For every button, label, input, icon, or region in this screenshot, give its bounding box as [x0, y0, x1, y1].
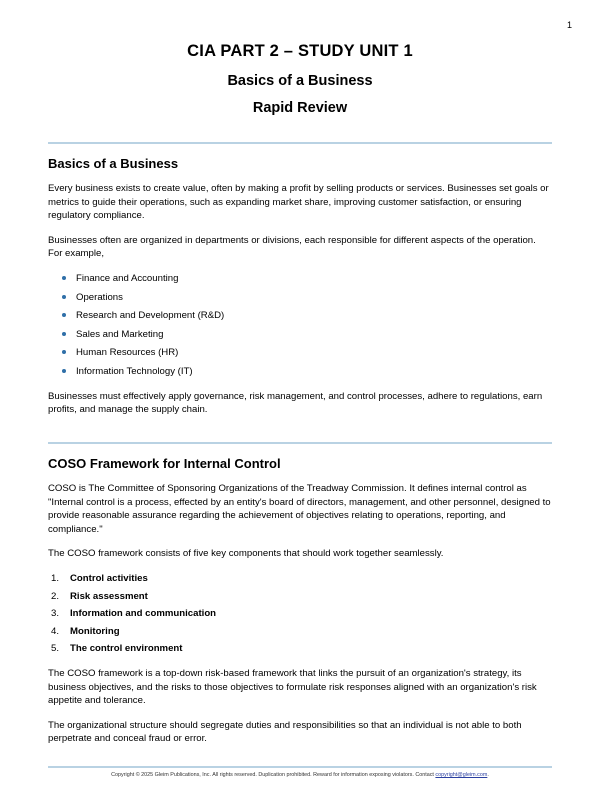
- section-heading-basics: Basics of a Business: [48, 156, 179, 171]
- page-number: 1: [566, 20, 572, 30]
- list-item: Information and communication: [70, 608, 217, 620]
- section-heading-coso: COSO Framework for Internal Control: [48, 455, 281, 471]
- list-item: Monitoring: [70, 625, 120, 637]
- section-1-paragraph-2: Businesses often are organized in departments or divisions, each responsible for different aspects of the operation. For example,: [48, 234, 536, 260]
- list-item: Human Resources (HR): [62, 346, 552, 360]
- section-divider-1: [48, 142, 552, 144]
- list-item: Control activities: [70, 572, 148, 584]
- coso-components-list: [48, 572, 552, 656]
- footer-tail: .: [487, 772, 489, 778]
- department-list: [48, 272, 552, 379]
- list-item: Risk assessment: [70, 590, 148, 602]
- section-1-paragraph-3: Businesses must effectively apply governance, risk management, and control processes, adhere to regulations, earn profits, and manage the supply chain.: [48, 390, 543, 416]
- document-title-block: [48, 42, 552, 116]
- title-line-2: Basics of a Business: [227, 73, 373, 89]
- list-item: The control environment: [70, 643, 183, 655]
- page-footer: [0, 766, 600, 778]
- list-item: Information Technology (IT): [62, 365, 552, 379]
- section-2-paragraph-3: The COSO framework is a top-down risk-based framework that links the pursuit of an organization's strategy, its business objectives, and the risks to those objectives to formulate risk responses aligned with an organization's risk appetite and tolerance.: [48, 668, 537, 707]
- copyright-email-link[interactable]: copyright@gleim.com: [435, 772, 488, 778]
- section-2-paragraph-2: The COSO framework consists of five key components that should work together seamlessly.: [48, 548, 444, 560]
- title-line-3: Rapid Review: [252, 100, 348, 116]
- section-divider-2: [48, 442, 552, 444]
- list-item: Sales and Marketing: [62, 328, 552, 342]
- list-item: Research and Development (R&D): [62, 309, 552, 323]
- section-2-paragraph-1: COSO is The Committee of Sponsoring Organizations of the Treadway Commission. It defines internal control as "Internal control is a process, effected by an entity's board of directors, management, and other personnel, designed to provide reasonable assurance regarding the achievement of objectives relating to operations, reporting, and compliance.": [48, 482, 551, 535]
- section-spacer: [48, 428, 552, 442]
- list-item: Finance and Accounting: [62, 272, 552, 286]
- title-line-1: CIA PART 2 – STUDY UNIT 1: [187, 42, 413, 60]
- footer-divider: [48, 766, 552, 768]
- list-item: Operations: [62, 291, 552, 305]
- section-2-paragraph-4: The organizational structure should segregate duties and responsibilities so that an individual is not able to both perpetrate and conceal fraud or error.: [48, 719, 522, 745]
- footer-text: Copyright © 2025 Gleim Publications, Inc. All rights reserved. Duplication prohibited. Reward for information exposing violators. Contact: [111, 772, 436, 778]
- section-1-paragraph-1: Every business exists to create value, often by making a profit by selling products or services. Businesses set goals or metrics to guide their operations, such as expanding market share, improving customer satisfaction, or ensuring regulatory compliance.: [48, 183, 549, 222]
